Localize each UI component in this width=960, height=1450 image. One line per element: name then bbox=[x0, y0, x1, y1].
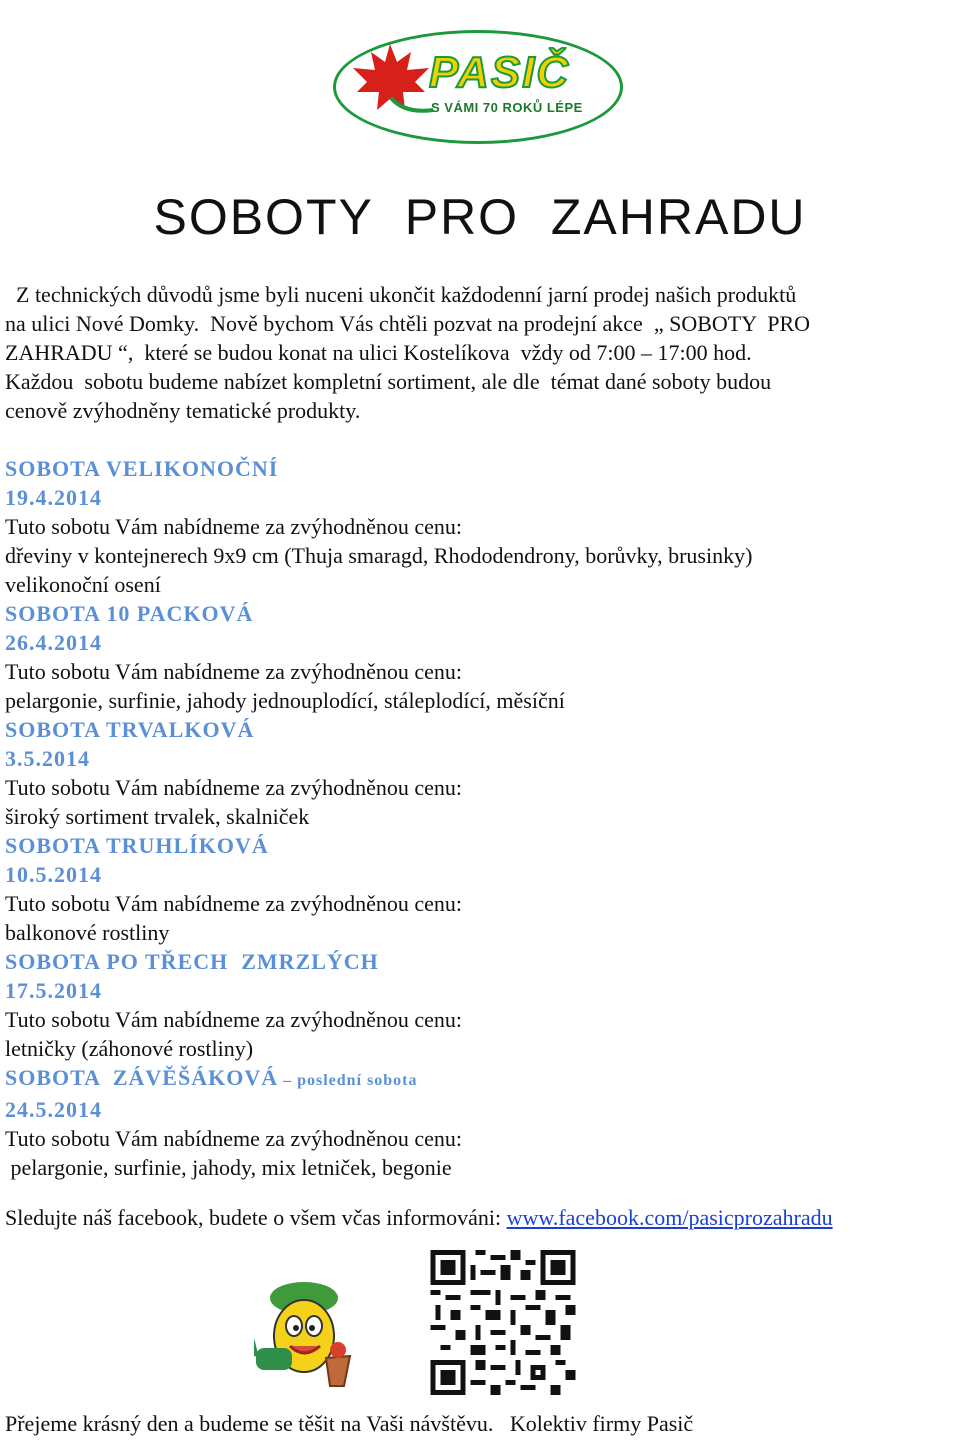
saturday-schedule bbox=[5, 454, 955, 1182]
facebook-follow-text bbox=[5, 1203, 955, 1232]
facebook-link[interactable]: www.facebook.com/pasicprozahradu bbox=[506, 1205, 833, 1230]
saturday-title bbox=[5, 715, 955, 744]
saturday-item bbox=[5, 454, 955, 599]
saturday-date: 26.4.2014 bbox=[5, 630, 102, 655]
saturday-date: 10.5.2014 bbox=[5, 862, 102, 887]
saturday-title bbox=[5, 454, 955, 483]
maple-leaf-icon bbox=[345, 40, 435, 120]
saturday-title bbox=[5, 947, 955, 976]
saturday-title bbox=[5, 831, 955, 860]
offer-items: široký sortiment trvalek, skalniček bbox=[5, 804, 310, 829]
saturday-date: 19.4.2014 bbox=[5, 485, 102, 510]
offer-items: pelargonie, surfinie, jahody, mix letniček, begonie bbox=[5, 1155, 452, 1180]
saturday-item bbox=[5, 1063, 955, 1182]
gardener-mascot-icon bbox=[254, 1276, 364, 1391]
intro-line: na ulici Nové Domky. Nově bychom Vás chtěli pozvat na prodejní akce „ SOBOTY PRO bbox=[5, 311, 811, 336]
offer-label: Tuto sobotu Vám nabídneme za zvýhodněnou cenu: bbox=[5, 775, 463, 800]
saturday-date: 24.5.2014 bbox=[5, 1097, 102, 1122]
page-title: SOBOTY PRO ZAHRADU bbox=[153, 189, 807, 245]
footer-text: Přejeme krásný den a budeme se těšit na Vaši návštěvu. Kolektiv firmy Pasič bbox=[5, 1411, 694, 1436]
offer-items: letničky (záhonové rostliny) bbox=[5, 1036, 254, 1061]
saturday-title-text: SOBOTA TRVALKOVÁ bbox=[5, 717, 255, 742]
saturday-item bbox=[5, 831, 955, 947]
qr-code-icon bbox=[426, 1250, 580, 1395]
saturday-title bbox=[5, 1063, 955, 1095]
saturday-item bbox=[5, 715, 955, 831]
intro-paragraph bbox=[5, 280, 950, 425]
saturday-title-text: SOBOTA 10 PACKOVÁ bbox=[5, 601, 254, 626]
offer-label: Tuto sobotu Vám nabídneme za zvýhodněnou cenu: bbox=[5, 891, 463, 916]
offer-label: Tuto sobotu Vám nabídneme za zvýhodněnou cenu: bbox=[5, 659, 463, 684]
logo-name: PASIČ bbox=[429, 48, 571, 97]
saturday-title-text: SOBOTA PO TŘECH ZMRZLÝCH bbox=[5, 949, 379, 974]
follow-label: Sledujte náš facebook, budete o všem včas informováni: bbox=[5, 1205, 507, 1230]
saturday-title bbox=[5, 599, 955, 628]
saturday-date: 3.5.2014 bbox=[5, 746, 90, 771]
intro-line: ZAHRADU “, které se budou konat na ulici Kostelíkova vždy od 7:00 – 17:00 hod. bbox=[5, 340, 752, 365]
offer-items: dřeviny v kontejnerech 9x9 cm (Thuja smaragd, Rhododendrony, borůvky, brusinky) bbox=[5, 543, 753, 568]
saturday-item bbox=[5, 947, 955, 1063]
offer-label: Tuto sobotu Vám nabídneme za zvýhodněnou cenu: bbox=[5, 1007, 463, 1032]
saturday-note: – poslední sobota bbox=[278, 1072, 418, 1089]
saturday-title-text: SOBOTA TRUHLÍKOVÁ bbox=[5, 833, 269, 858]
logo-slogan: S VÁMI 70 ROKŮ LÉPE bbox=[431, 100, 583, 115]
offer-items: balkonové rostliny bbox=[5, 920, 170, 945]
intro-line: Z technických důvodů jsme byli nuceni ukončit každodenní jarní prodej našich produktů bbox=[5, 282, 797, 307]
logo bbox=[333, 30, 629, 150]
intro-line: cenově zvýhodněny tematické produkty. bbox=[5, 398, 361, 423]
offer-label: Tuto sobotu Vám nabídneme za zvýhodněnou cenu: bbox=[5, 514, 463, 539]
intro-line: Každou sobotu budeme nabízet kompletní sortiment, ale dle témat dané soboty budou bbox=[5, 369, 772, 394]
offer-label: Tuto sobotu Vám nabídneme za zvýhodněnou cenu: bbox=[5, 1126, 463, 1151]
offer-items: velikonoční osení bbox=[5, 572, 161, 597]
saturday-title-text: SOBOTA VELIKONOČNÍ bbox=[5, 456, 279, 481]
saturday-title-text: SOBOTA ZÁVĚŠÁKOVÁ bbox=[5, 1065, 279, 1090]
saturday-item bbox=[5, 599, 955, 715]
offer-items: pelargonie, surfinie, jahody jednouplodící, stáleplodící, měsíční bbox=[5, 688, 565, 713]
saturday-date: 17.5.2014 bbox=[5, 978, 102, 1003]
